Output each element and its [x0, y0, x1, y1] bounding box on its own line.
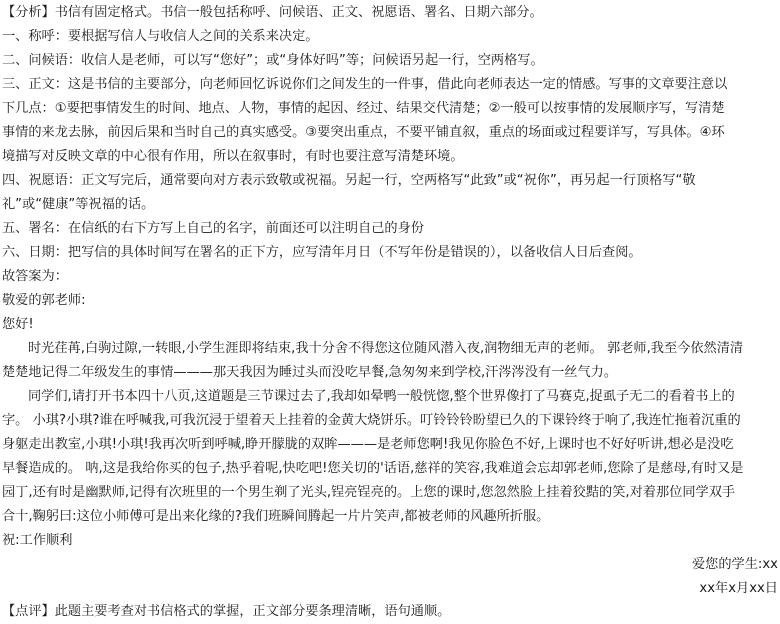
letter-body-line-3: 同学们,请打开书本四十八页,这道题是三节课过去了,我却如晕鸭一般恍惚,整个世界像打了马赛克,捉虱子无二的看着书上的	[28, 389, 735, 404]
analysis-line-1: 【分析】书信有固定格式。书信一般包括称呼、问候语、正文、祝愿语、署名、日期六部分。	[2, 5, 543, 20]
review-line: 【点评】此题主要考查对书信格式的掌握，正文部分要条理清晰，语句通顺。	[2, 604, 451, 619]
letter-body-line-4: 字。 小琪?小琪?谁在呼喊我,可我沉浸于望着天上挂着的金黄大烧饼乐。叮铃铃铃盼望已久的下课铃终于响了,我连忙拖着沉重的	[2, 413, 741, 428]
letter-body-line-2: 楚楚地记得二年级发生的事情———那天我因为睡过头而没吃早餐,急匆匆来到学校,汗涔涔没有一丝气力。	[2, 365, 618, 380]
analysis-line-11: 六、日期：把写信的具体时间写在署名的正下方，应写清年月日（不写年份是错误的），以备收信人日后查阅。	[2, 245, 642, 260]
letter-closing: 祝:工作顺利	[2, 533, 73, 548]
letter-greeting: 您好!	[2, 317, 34, 332]
analysis-line-2: 一、称呼：要根据写信人与收信人之间的关系来决定。	[2, 29, 319, 44]
letter-body-line-7: 园丁,还有时是幽默师,记得有次班里的一个男生剃了光头,锃亮锃亮的。上您的课时,您忽然脸上挂着狡黠的笑,对着那位同学双手	[2, 485, 736, 500]
letter-date: xx年x月xx日	[699, 581, 778, 596]
answer-intro: 故答案为：	[2, 269, 68, 284]
analysis-line-10: 五、署名：在信纸的右下方写上自己的名字，前面还可以注明自己的身份	[2, 221, 424, 236]
letter-signature: 爱您的学生:xx	[692, 557, 778, 572]
letter-body-line-5: 身躯走出教室,小琪!小琪!我再次听到呼喊,睁开朦胧的双眸———是老师您啊!我见你脸色不好,上课时也不好好听讲,想必是没吃	[2, 437, 734, 452]
analysis-line-6: 事情的来龙去脉，前因后果和当时自己的真实感受。③要突出重点，不要平铺直叙，重点的场面或过程要详写，写具体。④环	[2, 125, 725, 140]
analysis-line-5: 下几点：①要把事情发生的时间、地点、人物，事情的起因、经过、结果交代清楚；②一般可以按事情的发展顺序写，写清楚	[2, 101, 725, 116]
letter-salutation: 敬爱的郭老师:	[2, 293, 86, 308]
analysis-line-3: 二、问候语：收信人是老师，可以写“您好”；或“身体好吗”等；问候语另起一行，空两格写。	[2, 53, 544, 68]
analysis-line-7: 境描写对反映文章的中心很有作用，所以在叙事时，有时也要注意写清楚环境。	[2, 149, 464, 164]
letter-body-line-8: 合十,鞠躬曰:这位小师傅可是出来化缘的?我们班瞬间腾起一片片笑声,都被老师的风趣所折服。	[2, 509, 550, 524]
analysis-line-8: 四、祝愿语：正文写完后，通常要向对方表示致敬或祝福。另起一行，空两格写“此致”或“祝你”，再另起一行顶格写“敬	[2, 173, 696, 188]
letter-body-line-1: 时光荏苒,白驹过隙,一转眼,小学生涯即将结束,我十分舍不得您这位随风潜入夜,润物细无声的老师。 郭老师,我至今依然清清	[28, 341, 744, 356]
analysis-line-4: 三、正文：这是书信的主要部分，向老师回忆诉说你们之间发生的一件事，借此向老师表达一定的情感。写事的文章要注意以	[2, 77, 728, 92]
analysis-line-9: 礼”或“健康”等祝福的话。	[2, 197, 155, 212]
letter-body-line-6: 早餐造成的。 呐,这是我给你买的包子,热乎着呢,快吃吧!您关切的'话语,慈祥的笑容,我难道会忘却郭老师,您除了是慈母,有时又是	[2, 461, 744, 476]
